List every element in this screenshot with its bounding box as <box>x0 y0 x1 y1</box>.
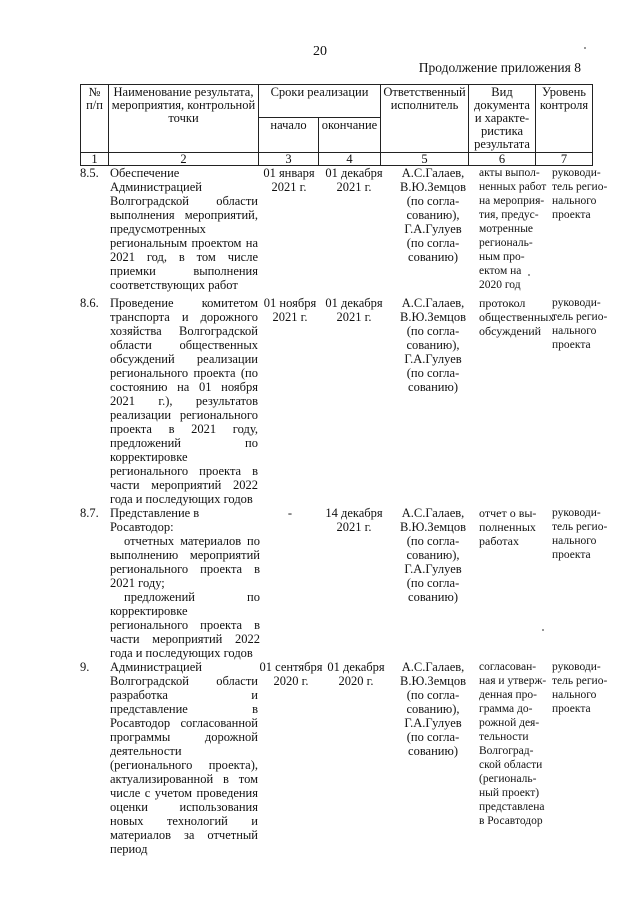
row-start: 01 сентября 2020 г. <box>259 660 323 688</box>
header-doc-type: Вид документа и характе-ристика результата <box>469 85 536 153</box>
scan-speck <box>528 274 530 276</box>
scan-speck <box>542 629 544 631</box>
row-doc-type: протокол общественных обсуждений <box>479 296 555 338</box>
row-doc-type: отчет о вы- полненных работах <box>479 506 537 548</box>
row-name: Обеспечение Администрацией Волгоградской области выполнения мероприятий, предусмотренных региональным проектом на 2021 год, в том числе приемки выполнения соответствующих работ <box>110 166 258 292</box>
page-number: 20 <box>313 44 327 59</box>
header-num: № п/п <box>81 85 109 153</box>
header-terms: Сроки реализации <box>259 85 381 118</box>
row-executor: А.С.Галаев, В.Ю.Земцов (по согла- сованию), Г.А.Гулуев (по согла- сованию) <box>400 166 466 264</box>
header-name: Наименование результата, мероприятия, контрольной точки <box>109 85 259 153</box>
row-name: Представление в Росавтодор: отчетных материалов по выполнению мероприятий регионального проекта в 2021 году; предложений по корректировке регионального проекта в части мероприятий 2022 года и последующих годов <box>110 506 260 660</box>
row-executor: А.С.Галаев, В.Ю.Земцов (по согла- сованию), Г.А.Гулуев (по согла- сованию) <box>400 296 466 394</box>
header-start: начало <box>259 117 319 152</box>
continuation-note: Продолжение приложения 8 <box>418 60 581 75</box>
row-executor: А.С.Галаев, В.Ю.Земцов (по согла- сованию), Г.А.Гулуев (по согла- сованию) <box>400 660 466 758</box>
row-end: 01 декабря 2021 г. <box>325 166 383 194</box>
col-number: 3 <box>259 153 319 166</box>
row-start: 01 января 2021 г. <box>263 166 315 194</box>
row-num: 9. <box>80 660 90 674</box>
row-doc-type: согласован- ная и утверж- денная про- грамма до- рожной дея- тельности Волгоград- ской области (региональ- ный проект) представлена в Росавтодор <box>479 661 547 827</box>
row-end: 01 декабря 2020 г. <box>327 660 385 688</box>
row-num: 8.6. <box>80 296 99 310</box>
col-number: 4 <box>319 153 381 166</box>
row-level: руководи- тель регио- нального проекта <box>552 507 608 561</box>
row-executor: А.С.Галаев, В.Ю.Земцов (по согла- сованию), Г.А.Гулуев (по согла- сованию) <box>400 506 466 604</box>
row-start: 01 ноября 2021 г. <box>263 296 317 324</box>
row-end: 01 декабря 2021 г. <box>325 296 383 324</box>
row-start: - <box>287 506 293 520</box>
row-name: Проведение комитетом транспорта и дорожного хозяйства Волгоградской области общественных обсуждений реализации регионального проекта (по состоянию на 01 ноября 2021 г.), результатов реализации регионального проекта в 2021 году, предложений по корректировке регионального проекта в части мероприятий 2022 года и последующих годов <box>110 296 258 506</box>
header-end: окончание <box>319 117 381 152</box>
header-executor: Ответственный исполнитель <box>381 85 469 153</box>
col-number: 7 <box>536 153 593 166</box>
row-name: Администрацией Волгоградской области разработка и представление в Росавтодор согласованной программы дорожной деятельности (регионального проекта), актуализированной в том числе с учетом проведения оценки использования новых технологий и материалов за отчетный период <box>110 660 258 856</box>
scan-speck <box>584 47 586 49</box>
col-number: 6 <box>469 153 536 166</box>
row-level: руководи- тель регио- нального проекта <box>552 297 608 351</box>
header-level: Уровень контроля <box>536 85 593 153</box>
row-level: руководи- тель регио- нального проекта <box>552 167 608 221</box>
row-num: 8.5. <box>80 166 99 180</box>
col-number: 2 <box>109 153 259 166</box>
col-number: 1 <box>81 153 109 166</box>
row-doc-type: акты выпол- ненных работ на мероприя- тия, предус- мотренные региональ- ным про- ектом на 2020 год <box>479 167 547 291</box>
table-header <box>80 84 593 166</box>
row-num: 8.7. <box>80 506 99 520</box>
col-number: 5 <box>381 153 469 166</box>
row-level: руководи- тель регио- нального проекта <box>552 661 608 715</box>
row-end: 14 декабря 2021 г. <box>325 506 383 534</box>
